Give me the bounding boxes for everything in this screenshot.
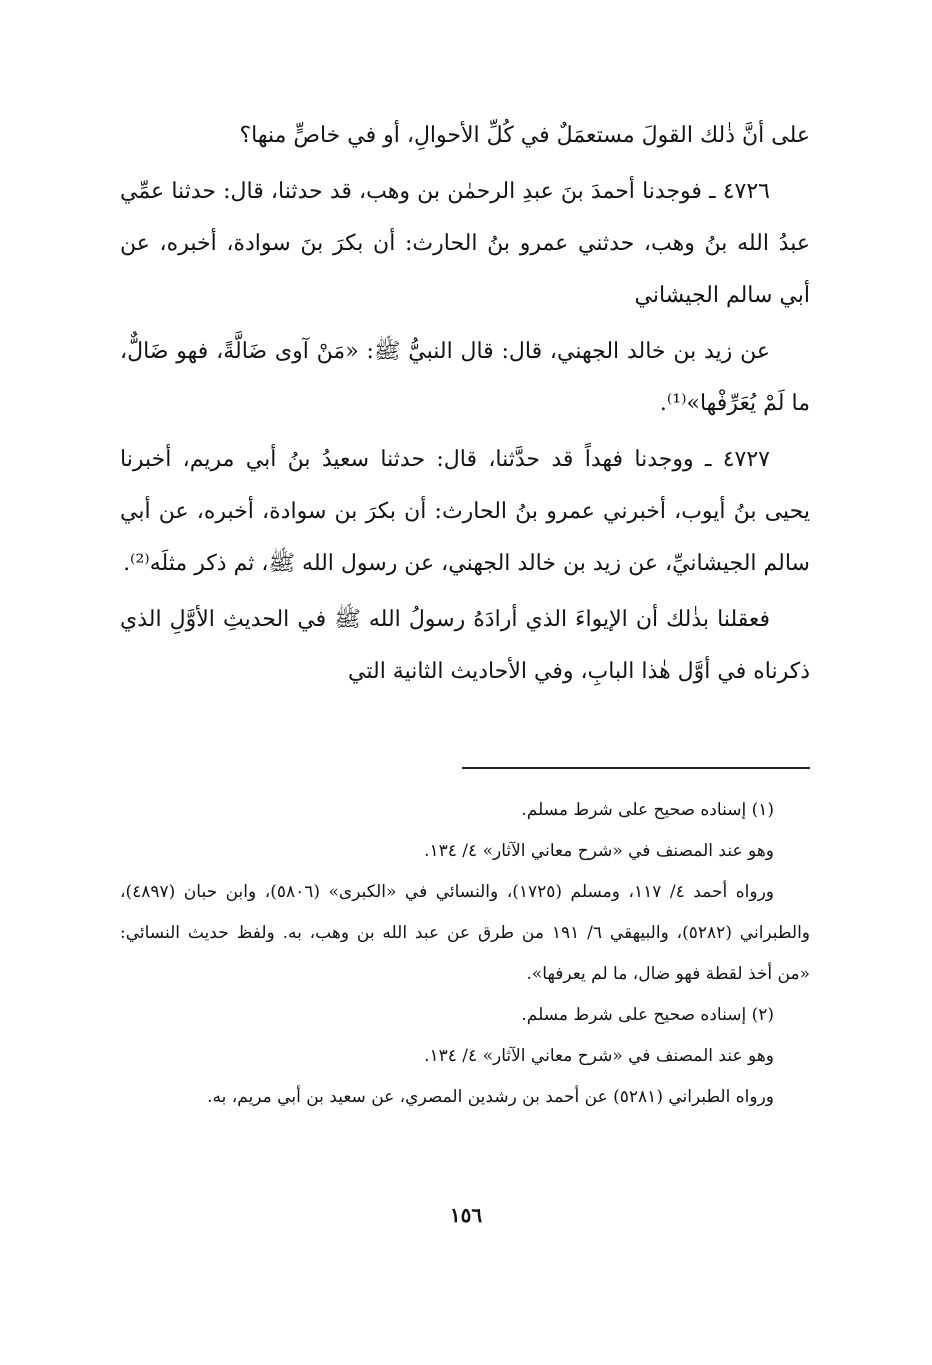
paragraph-hadith-4727: ٤٧٢٧ ـ ووجدنا فهداً قد حدَّثنا، قال: حدثنا سعيدُ بنُ أبي مريم، أخبرنا يحيى بنُ أيوب، أخبرني عمرو بنُ الحارث: أن بكرَ بن سوادة، أخبره، عن أبي سالم الجيشانيِّ، عن زيد بن خالد الجهني، عن رسول الله ﷺ، ثم ذكر مثلَه⁽²⁾. <box>120 447 810 576</box>
page-number: ١٥٦ <box>449 1203 483 1227</box>
paragraph-hadith-text: عن زيد بن خالد الجهني، قال: قال النبيُّ ﷺ: «مَنْ آوى ضَالَّةً، فهو ضَالٌّ، ما لَمْ يُعَرِّفْها»⁽¹⁾. <box>120 339 810 416</box>
paragraph-intro: على أنَّ ذٰلك القولَ مستعمَلٌ في كُلِّ الأحوالِ، أو في خاصٍّ منها؟ <box>239 123 810 148</box>
paragraph-conclusion: فعقلنا بذٰلك أن الإيواءَ الذي أرادَهُ رسولُ الله ﷺ في الحديثِ الأوَّلِ الذي ذكرناه في أوَّل هٰذا البابِ، وفي الأحاديث الثانية التي <box>120 607 810 684</box>
footnote-2-grading: (٢) إسناده صحيح على شرط مسلم. <box>521 1005 774 1025</box>
footnote-divider <box>462 767 810 769</box>
main-text <box>120 110 810 698</box>
footnote-1-narrations: ورواه أحمد ٤/ ١١٧، ومسلم (١٧٢٥)، والنسائي في «الكبرى» (٥٨٠٦)، وابن حبان (٤٨٩٧)، والطبراني (٥٢٨٢)، والبيهقي ٦/ ١٩١ من طرق عن عبد الله بن وهب، به. ولفظ حديث النسائي: «من أخذ لقطة فهو ضال، ما لم يعرفها». <box>120 882 810 984</box>
paragraph-hadith-4726: ٤٧٢٦ ـ فوجدنا أحمدَ بنَ عبدِ الرحمٰن بن وهب، قد حدثنا، قال: حدثنا عمِّي عبدُ الله بنُ وهب، حدثني عمرو بنُ الحارث: أن بكرَ بنَ سوادة، أخبره، عن أبي سالم الجيشاني <box>120 179 810 308</box>
footnote-2-narrations: ورواه الطبراني (٥٢٨١) عن أحمد بن رشدين المصري، عن سعيد بن أبي مريم، به. <box>207 1087 774 1107</box>
footnotes <box>120 790 810 1118</box>
footnote-1-grading: (١) إسناده صحيح على شرط مسلم. <box>521 800 774 820</box>
footnote-2-source: وهو عند المصنف في «شرح معاني الآثار» ٤/ ١٣٤. <box>424 1046 774 1066</box>
footnote-1-source: وهو عند المصنف في «شرح معاني الآثار» ٤/ ١٣٤. <box>424 841 774 861</box>
